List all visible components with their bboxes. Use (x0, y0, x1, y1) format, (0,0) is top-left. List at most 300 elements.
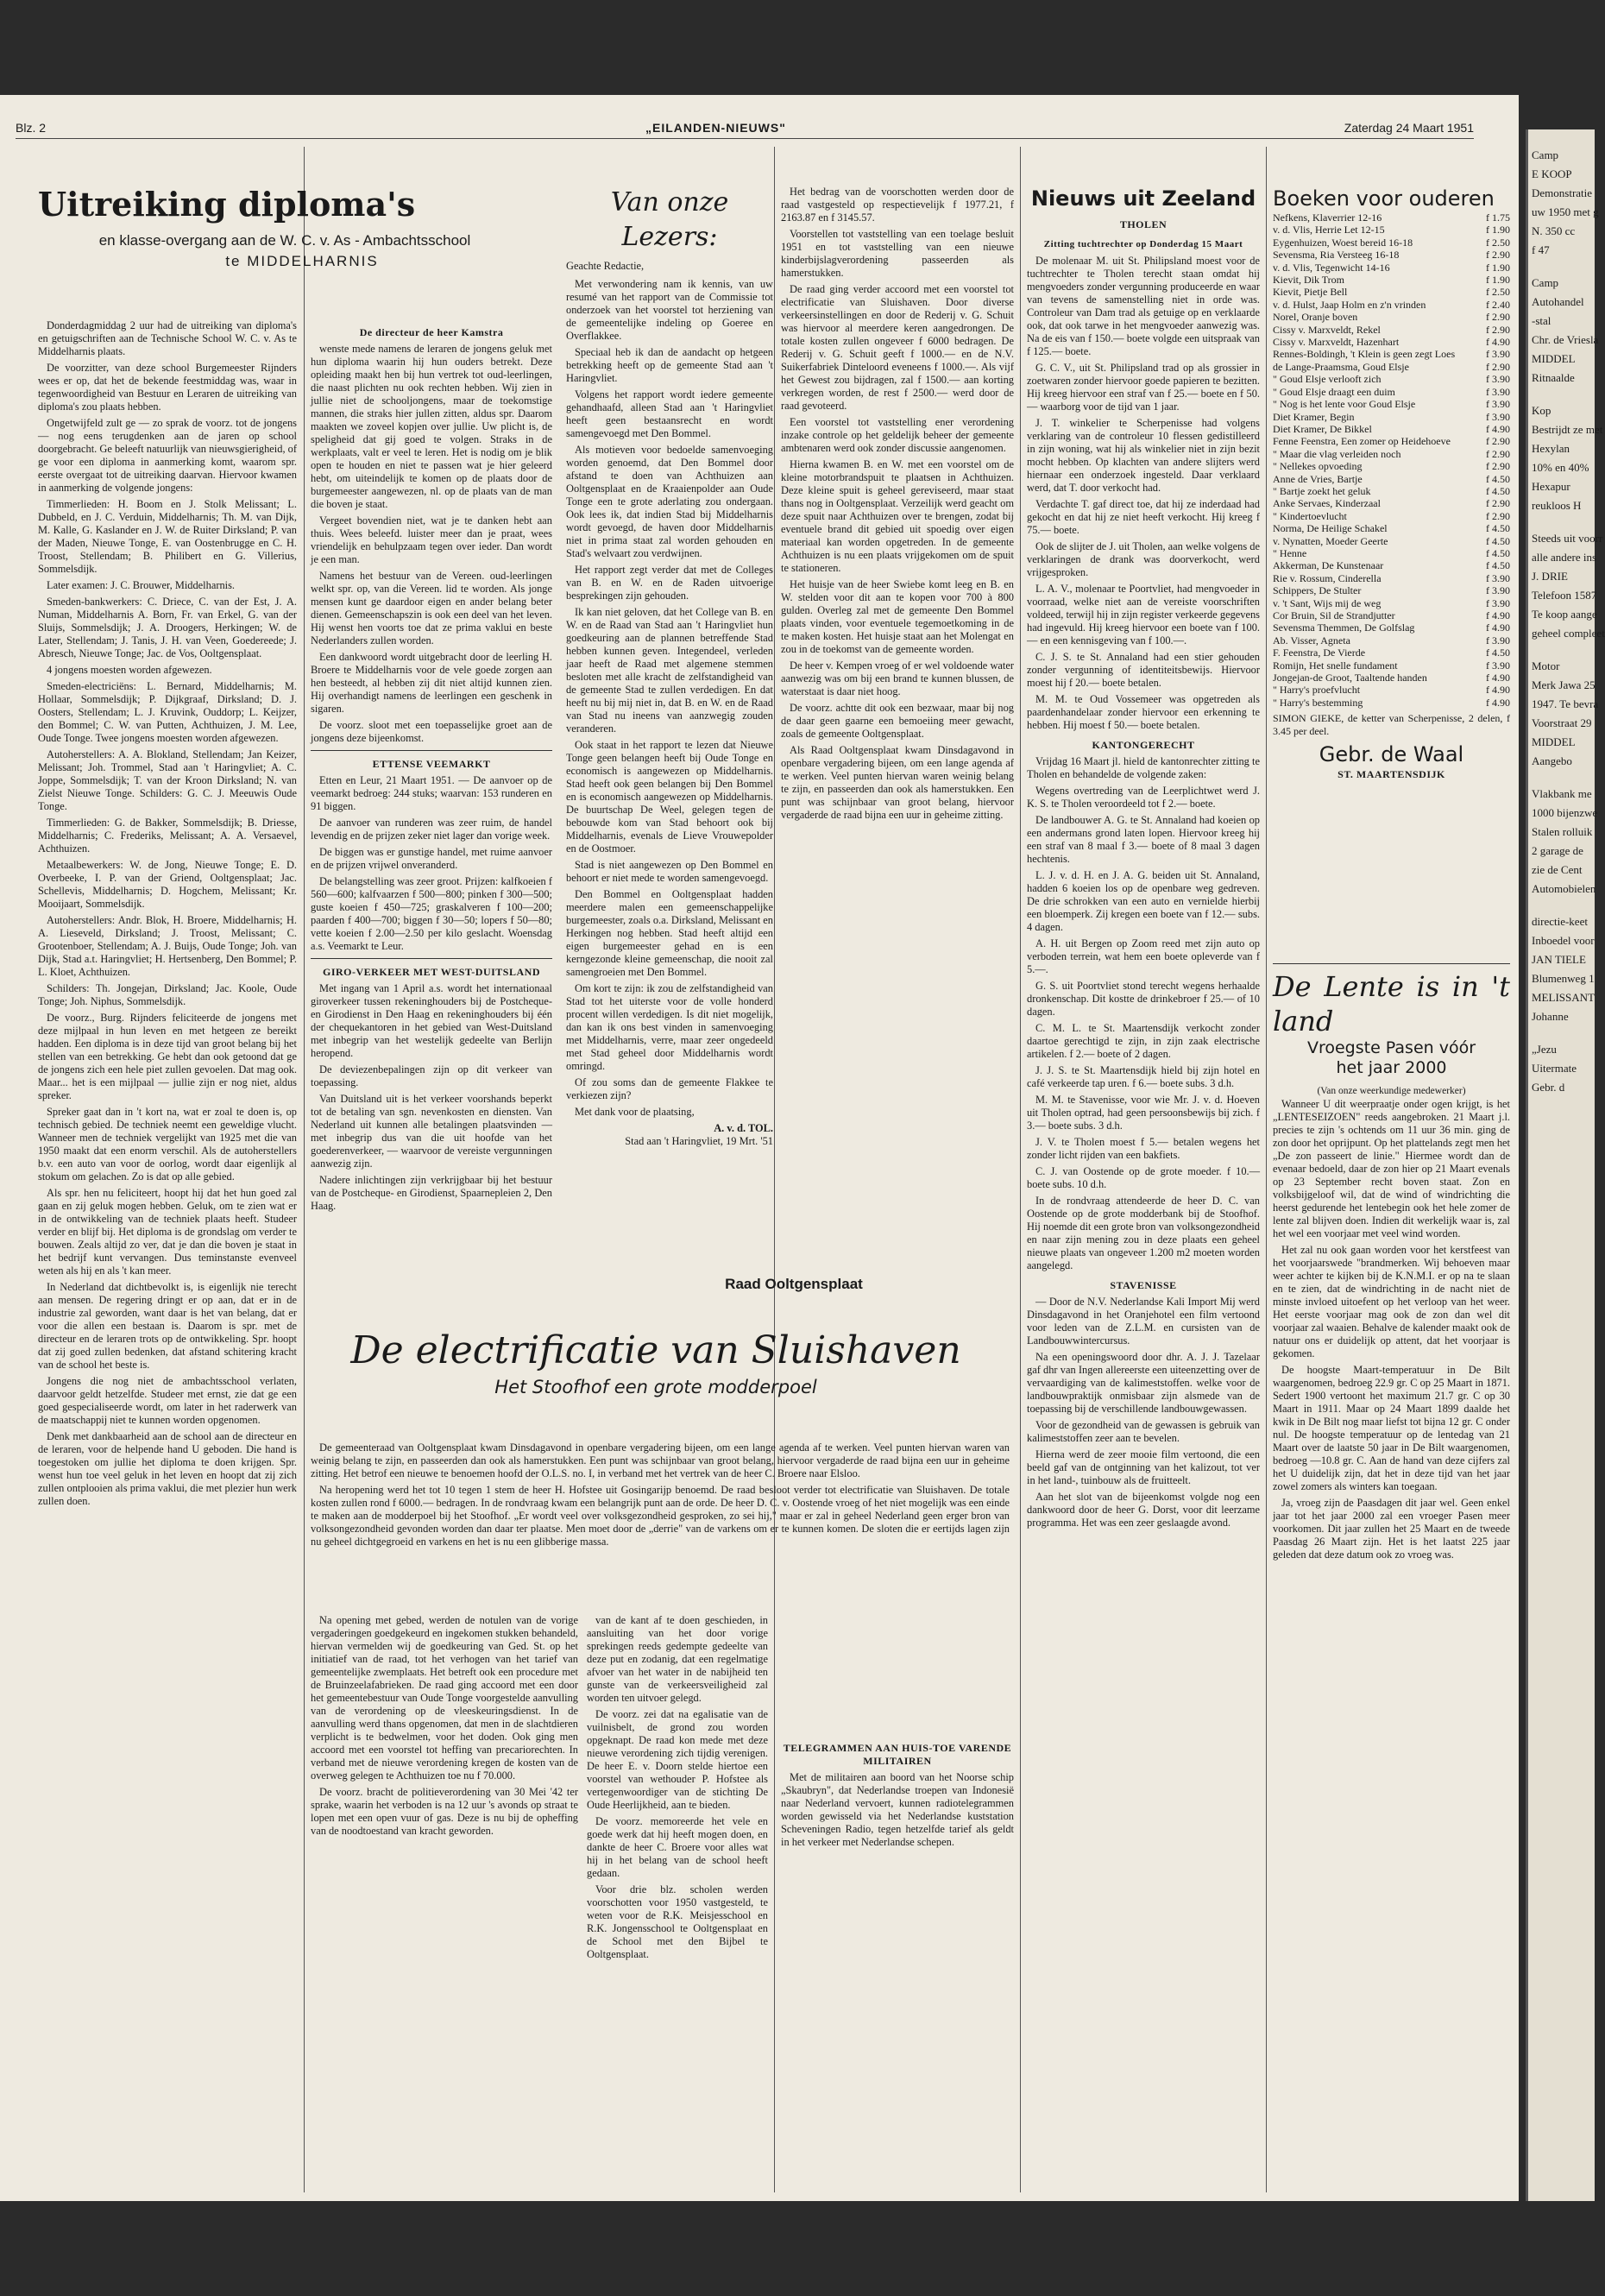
paragraph: J. J. S. te St. Maartensdijk hield bij zijn hotel en café verkeerde tap uren. f 6.— boete subs. 3 d.h. (1027, 1064, 1260, 1089)
book-price: f 4.50 (1486, 546, 1510, 559)
book-title: " Kindertoevlucht (1273, 509, 1347, 522)
book-row (1273, 398, 1510, 410)
article-subheadline: Vroegste Pasen vóór (1306, 1038, 1476, 1057)
zeeland-column (1027, 186, 1260, 2179)
diploma-article-col1 (38, 319, 297, 1899)
fragment-text: 1947. Te bevra (1532, 697, 1599, 710)
paragraph: Donderdagmiddag 2 uur had de uitreiking van diploma's en getuigschriften aan de Technische School W. C. v. As te Middelharnis plaats. (38, 319, 297, 357)
paragraph: Na heropening werd het tot 10 tegen 1 stem de heer H. Hofstee uit Gosingarijp benoemd. De raad besloot verder tot electrificatie van Sluishaven. De totale kosten zullen rond f 6000.— bedragen. In de rondvraag kwam een belangrijk punt aan de orde. De heer D. C. v. Oostende vroeg of het niet mogelijk was een einde te maken aan de modderpoel bij het Stoofhof. „Er wordt veel over volksgezondheid gesproken, zo sei hij," maar er zal in geheel Nederland geen erger bron van volksongezondheid gevonden worden dan daar ter plaatse. Men moet door de „derrie" van de varkens om er te kunnen komen. De sloten die er eertijds lagen zijn nu geheel dichtgegroeid en varkens en het is nu een glibberige massa. (311, 1484, 1010, 1548)
fragment-text: Chr. de Vriesla (1532, 333, 1599, 346)
book-row (1273, 609, 1510, 621)
book-row (1273, 559, 1510, 571)
book-title: Sevensma, Ria Versteeg 16-18 (1273, 249, 1400, 262)
book-row (1273, 286, 1510, 298)
book-row (1273, 597, 1510, 609)
paragraph: wenste mede namens de leraren de jongens geluk met hun diploma waarin hij hun ouders betrekt. Deze opleiding maakt hen bij hun vertrek tot oud-leerlingen, die naast plichten nu ook rechten hebben. Wij zien in jullie niet de schooljongens, maar de toekomstige mannen, die straks hier jullen zitten, aldus spr. Daarom maakten we zoveel kopjen over jullie. Uw plicht is, de speligheid dat gij goed te volgen. Straks in de werkplaats, valt er veel te leren. Het is nodig om je blik open te houden en niet te passen wat je hier geleerd hebt, om uiteindelijk te komen op de plaats door de burgemeester aangewezen, nl. op de plaats van de man die boven je staat. (311, 343, 552, 510)
book-row (1273, 659, 1510, 672)
fragment-text: 2 garage de (1532, 844, 1583, 857)
paragraph: De biggen was er gunstige handel, met ruime aanvoer en de prijzen vrijwel onveranderd. (311, 846, 552, 871)
book-price: f 4.90 (1486, 672, 1510, 684)
article-body (1273, 1098, 1510, 1561)
fragment-text: Gebr. d (1532, 1081, 1565, 1094)
book-row (1273, 647, 1510, 659)
paragraph: Als motieven voor bedoelde samenvoeging worden genoemd, dat Den Bommel door afstand te doen van Achthuizen aan Ooltgensplaat en de Kraaienpolder aan Oude Tonge een te grote aderlating zou ondergaan. Ook lees ik, dat indien Stad bij Middelharnis wordt gevoegd, de haven door Middelharnis niet in prima staat zal worden gehouden en Stad's welvaart zou verdwijnen. (566, 444, 773, 559)
book-price-list (1273, 211, 1510, 709)
fragment-text: Telefoon 1587 (1532, 589, 1597, 602)
fragment-text: Aangebo (1532, 754, 1572, 767)
column-rule (1266, 147, 1267, 2192)
newspaper-name: „EILANDEN-NIEUWS" (645, 121, 786, 135)
section-heading: GIRO-VERKEER MET WEST-DUITSLAND (322, 966, 540, 978)
paragraph: Schilders: Th. Jongejan, Dirksland; Jac. Koole, Oude Tonge; Joh. Niphus, Sommelsdijk. (38, 982, 297, 1007)
book-title: Anke Servaes, Kinderzaal (1273, 497, 1381, 510)
letter-signature: A. v. d. TOL. (714, 1122, 773, 1134)
paragraph: Het huisje van de heer Swiebe komt leeg en B. en W. stelden voor dit aan te kopen voor 700 à 800 gulden. Overleg zal met de gemeente Den Bommel plaats vinden, voor eventuele tegemoetkoming in de te maken kosten. Het huisje staat aan het Molengat en zou in de toekomst van de gemeente worden. (781, 578, 1014, 655)
paragraph: Later examen: J. C. Brouwer, Middelharnis. (47, 579, 236, 591)
book-price: f 2.90 (1486, 497, 1510, 510)
book-price: f 4.50 (1486, 534, 1510, 547)
fragment-list (1528, 148, 1605, 1094)
paragraph: De deviezenbepalingen zijn op dit verkeer van toepassing. (311, 1063, 552, 1088)
paragraph: C. J. van Oostende op de grote moeder. f 10.— boete subs. 10 d.h. (1027, 1165, 1260, 1190)
book-row (1273, 299, 1510, 311)
paragraph: Het rapport zegt verder dat met de Colleges van B. en W. en de Raden uitvoerige besprekingen zijn gehouden. (566, 564, 773, 602)
paragraph: Als Raad Ooltgensplaat kwam Dinsdagavond in openbare vergadering bijeen, om een lange agenda af te werken. Veel punten hiervan waren weinig belang te zijn, en passeerden dan ook als hamerstukken. Een punt was schijnbaar van groot belang, hiervoor vergaderde de raad bijna een uur in geheime zitting. (781, 744, 1014, 821)
fragment-text: Steeds uit voorr (1532, 532, 1603, 545)
paragraph: Aan het slot van de bijeenkomst volgde nog een dankwoord door de heer G. Dorst, voor dit leerzame programma. Het was een zeer geslaagde avond. (1027, 1491, 1260, 1529)
article-body (311, 774, 552, 953)
section-heading: KANTONGERECHT (1092, 739, 1195, 751)
paragraph: Stad is niet aangewezen op Den Bommel en behoort er niet mede te worden samengevoegd. (566, 859, 773, 884)
paragraph: A. H. uit Bergen op Zoom reed met zijn auto op verboden terrein, wat hem een boete opleverde van f 5.—. (1027, 937, 1260, 975)
page-header (16, 119, 1474, 139)
paragraph: De landbouwer A. G. te St. Annaland had koeien op een andermans grond laten lopen. Hiervoor kreeg hij een straf van 8 maal f 3.— boete of 8 maal 3 dagen hechtenis. (1027, 814, 1260, 865)
book-title: Anne de Vries, Bartje (1273, 472, 1363, 485)
book-title: Cissy v. Marxveldt, Hazenhart (1273, 336, 1400, 349)
book-title: Cor Bruin, Sil de Strandjutter (1273, 609, 1395, 621)
fragment-text: Inboedel voor (1532, 934, 1595, 947)
book-row (1273, 423, 1510, 435)
book-row (1273, 274, 1510, 286)
book-price: f 3.90 (1486, 373, 1510, 386)
paragraph: Nadere inlichtingen zijn verkrijgbaar bij het bestuur van de Postcheque- en Girodienst, Spaarnepleien 2, Den Haag. (311, 1174, 552, 1212)
fragment-text: -stal (1532, 314, 1552, 327)
paragraph: Den Bommel en Ooltgensplaat hadden meerdere malen een gemeenschappelijke burgemeester, zoals o.a. Dirksland, Melissant en Herkingen nog hebben. Stad heeft altijd een eigen burgemeester gehad en is een kerngezonde kleine gemeenschap, die nooit zal samengroeien met Den Bommel. (566, 888, 773, 978)
books-ad (1273, 186, 1510, 902)
paragraph: Ja, vroeg zijn de Paasdagen dit jaar wel. Geen enkel jaar tot het jaar 2000 zal een vroeger Pasen meer voorkomen. Dit jaar zullen het 25 Maart en de tweede Paasdag 26 Maart zijn. Het is het laatst 225 jaar geleden dat deze datum ook zo vroeg was. (1273, 1497, 1510, 1561)
telegram-column (781, 1735, 1014, 2175)
paragraph: Met verwondering nam ik kennis, van uw resumé van het rapport van de Commissie tot onderzoek van het voorstel tot herziening van de gemeentelijke indeling op Goeree en Overflakkee. (566, 278, 773, 342)
paragraph: Denk met dankbaarheid aan de school aan de directeur en de leraren, voor de helpende hand U geboden. Die hand is toegestoken om jullie het diploma te doen krijgen. Spr. wenst hun toe veel geluk in het leven en hoopt dat zij zich zullen ontplooien als prima vaklui, die met plezier hun werk zullen doen. (38, 1430, 297, 1507)
paragraph: — Door de N.V. Nederlandse Kali Import Mij werd Dinsdagavond in het Oranjehotel een film vertoond voor leden van de Z.L.M. en cursisten van de Landbouwwintercursus. (1027, 1296, 1260, 1347)
paragraph: Vergeet bovendien niet, wat je te danken hebt aan thuis. Wees beleefd. luister meer dan je praat, wees vriendelijk en behulpzaam tegen over ieder. Dan wordt je een man. (311, 514, 552, 565)
book-title: " Bartje zoekt het geluk (1273, 484, 1371, 497)
section-heading: ETTENSE VEEMARKT (372, 758, 491, 770)
page-number: Blz. 2 (16, 121, 47, 135)
book-title: Ab. Visser, Agneta (1273, 634, 1350, 647)
book-title: Sevensma Themmen, De Golfslag (1273, 621, 1415, 634)
book-title: v. d. Vlis, Tegenwicht 14-16 (1273, 261, 1390, 274)
paragraph: Met dank voor de plaatsing, (575, 1106, 695, 1118)
book-row (1273, 672, 1510, 684)
fragment-text: Autohandel (1532, 295, 1584, 308)
fragment-text: Demonstratie (1532, 186, 1593, 199)
book-row (1273, 262, 1510, 274)
book-price: f 2.90 (1486, 509, 1510, 522)
paragraph: M. M. te Oud Vossemeer was opgetreden als paardenhandelaar zonder hiervoor een erkenning te hebben. Hij moest f 50.— boete betalen. (1027, 693, 1260, 731)
sluishaven-lead (311, 1441, 1010, 1605)
paragraph: Voor drie blz. scholen werden voorschotten voor 1950 vastgesteld, te weten voor de R.K. Meisjesschool en R.K. Jongensschool te Ooltgensplaat en de School met den Bijbel te Ooltgensplaat. (587, 1883, 768, 1960)
book-price: f 1.90 (1486, 261, 1510, 274)
book-row (1273, 621, 1510, 634)
book-title: Kievit, Dik Trom (1273, 274, 1345, 287)
article-body (311, 1614, 578, 1838)
book-title: Nefkens, Klaverrier 12-16 (1273, 211, 1382, 224)
book-title: Diet Kramer, Begin (1273, 410, 1355, 423)
paragraph: Smeden-bankwerkers: C. Driece, C. van der Est, J. A. Numan, Middelharnis A. Born, Fr. van Erkel, G. van der Sluijs, Sommelsdijk; J. A. Droogers, Herkingen; W. de Later, Stellendam; J. Tanis, J. H. van Veen, Goedereede; J. Abresch, Nieuwe Tonge; Jac. de Vos, Ooltgensplaat. (38, 596, 297, 659)
paragraph: Of zou soms dan de gemeente Flakkee te verkiezen zijn? (566, 1076, 773, 1101)
book-title: " Harry's proefvlucht (1273, 684, 1361, 697)
book-price: f 2.90 (1486, 447, 1510, 460)
article-body (587, 1614, 768, 1961)
fragment-text: uw 1950 met g (1532, 205, 1599, 218)
book-title: Rennes-Boldingh, 't Klein is geen zegt Loes (1273, 348, 1456, 361)
fragment-text: Voorstraat 29 (1532, 716, 1592, 729)
book-title: " Nog is het lente voor Goud Elsje (1273, 398, 1416, 411)
paragraph: Met ingang van 1 April a.s. wordt het internationaal giroverkeer tussen rekeninghouders bij de Postcheque- en Girodienst in Den Haag en rekeninghouders bij één der chequekantoren in het gebied van West-Duitsland met inbegrip van het westelijk gedeelte van Berlijn heropend. (311, 982, 552, 1059)
paragraph: Verdachte T. gaf direct toe, dat hij ze inderdaad had gekocht en dat hij ze niet heeft verkocht. Hij kreeg f 75.— boete. (1027, 498, 1260, 536)
paragraph: Wegens overtreding van de Leerplichtwet werd J. K. S. te Tholen veroordeeld tot f 2.— boete. (1027, 785, 1260, 810)
paragraph: Smeden-electriciëns: L. Bernard, Middelharnis; M. Hollaar, Sommelsdijk; P. Dijkgraaf, Dirksland; D. J. Oosters, Stellendam; L. J. Kruvink, Ouddorp; L. Keijzer, den Bommel; C. W. van Putten, Achthuizen, J. M. Lee, Oude Tonge. Twee jongens moesten worden afgewezen. (38, 680, 297, 744)
fragment-text: Hexylan (1532, 442, 1570, 455)
book-price: f 2.90 (1486, 460, 1510, 473)
paragraph: Ik kan niet geloven, dat het College van B. en W. en de Raad van Stad aan 't Haringvliet hun goedkeuring aan de plannen betreffende Stad hebben kunnen geven. Integendeel, verleden jaar heeft de Raad met algemene stemmen besloten met alle kracht de zelfstandigheid van de gemeente Stad te zullen verdedigen. En dat heeft nu bij mij niet in, dat B. en W. en de Raad van Stad nu ineens van aanzwegig zouden veranderen. (566, 606, 773, 735)
fragment-text: MIDDEL (1532, 352, 1576, 365)
book-price: f 3.90 (1486, 584, 1510, 597)
book-title: " Goud Elsje verlooft zich (1273, 373, 1382, 386)
paragraph: J. T. winkelier te Scherpenisse had volgens verklaring van de controleur 10 flessen gedistilleerd in zijn woning, wat hij als winkelier niet in zijn bezit mocht hebben. Op klachten van andere slijters werd hiernaar een onderzoek ingesteld. Daar verklaard werd, dat T. door verkocht had. (1027, 417, 1260, 494)
book-row (1273, 634, 1510, 647)
fragment-text: reukloos H (1532, 499, 1582, 512)
book-row (1273, 684, 1510, 696)
paragraph: Autoherstellers: A. A. Blokland, Stellendam; Jan Keizer, Melissant; Joh. Trommel, Stad aan 't Haringvliet; A. C. Joppe, Sommelsdijk; T. van der Kroon Dirksland; N. van Zielst Nieuwe Tonge. Schilders: G. C. J. Meeuwis Oude Tonge. (38, 748, 297, 812)
paragraph: C. M. L. te St. Maartensdijk verkocht zonder daartoe gerechtigd te zijn, in zijn zaak electrische artikelen. f 2.— boete of 2 dagen. (1027, 1022, 1260, 1060)
book-row (1273, 386, 1510, 398)
paragraph: Autoherstellers: Andr. Blok, H. Broere, Middelharnis; H. A. Lieseveld, Dirksland; J. Troost, Melissant; C. Grootenboer, Stellendam; A. J. Buijs, Oude Tonge; Joh. van Dijk, Stad a.t. Haringvliet; H. Hertsenberg, Den Bommel; P. L. Kloet, Achthuizen. (38, 914, 297, 978)
book-price: f 3.90 (1486, 348, 1510, 361)
book-price: f 3.90 (1486, 634, 1510, 647)
section-heading: STAVENISSE (1110, 1279, 1177, 1291)
paragraph: Namens het bestuur van de Vereen. oud-leerlingen welkt spr. op, van die Vereen. lid te worden. Als jonge mensen kunt ge daardoor eigen en ander belang beter dienen. Gemeenschapszin is ook een deel van het leven. Hij wenst hen voorts toe dat ze prima vaklui en beste Nederlanders zullen worden. (311, 570, 552, 647)
section-heading: De directeur de heer Kamstra (359, 326, 504, 338)
book-title: " Harry's bestemming (1273, 696, 1363, 709)
paragraph: Na opening met gebed, werden de notulen van de vorige vergaderingen goedgekeurd en ingekomen stukken behandeld, hiervan vermelden wij de goedkeuring van Ged. St. op het initiatief van de raad, tot het verhogen van het tarief van gemeentelijke zwemplaats. Het betreft ook een procedure met de Bruinzeelafabrieken. De raad ging accoord met een door het gemeentebestuur van Oude Tonge voorgestelde aanvulling van de verordening op de vleeskeuringsdienst. In de aanvulling werd thans opgenomen, dat men in de slachtdieren verplicht is te bedwelmen, voor het doden. Ook ging men accoord met een voorstel tot heffing van precariorechten. In verband met de nieuwe verordening kregen de kosten van de overweg gelegen te Achthuizen toe nu f 70.000. (311, 1614, 578, 1782)
issue-date: Zaterdag 24 Maart 1951 (1344, 121, 1474, 135)
fragment-text: JAN TIELE (1532, 953, 1586, 966)
book-row (1273, 435, 1510, 447)
book-price: f 3.90 (1486, 596, 1510, 609)
paragraph: Het zal nu ook gaan worden voor het kerstfeest van het voorjaarswede "brandmerken. Wij behoeven maar weer achter te kijken bij de K.N.M.I. er op na te slaan en te zien, dat de windrichting in de nacht niet de minste invloed uitoefent op het verloop van het weer. Het eerste voorjaar mag ook de zon dan wel dit voorjaar zal waaien. Behalve de kalender maakt ook de natuur ons er duidelijk op attent, dat het voorjaar is gekomen. (1273, 1244, 1510, 1359)
letters-title: Van onze Lezers: (610, 187, 729, 252)
fragment-text: Ritnaalde (1532, 371, 1575, 384)
paragraph: Het bedrag van de voorschotten werden door de raad vastgesteld op respectievelijk f 1977.21, f 2163.87 en f 3145.57. (781, 186, 1014, 224)
book-title: Jongejan-de Groot, Taaltende handen (1273, 672, 1427, 684)
fragment-text: Bestrijdt ze met (1532, 423, 1603, 436)
article-body (566, 278, 773, 1119)
book-title: Schippers, De Stulter (1273, 584, 1362, 597)
paragraph: 4 jongens moesten worden afgewezen. (47, 664, 212, 676)
book-row (1273, 497, 1510, 509)
paragraph: De aanvoer van runderen was zeer ruim, de handel levendig en de prijzen zeker niet lager dan vorige week. (311, 817, 552, 842)
book-row (1273, 211, 1510, 224)
paragraph: L. A. V., molenaar te Poortvliet, had mengvoeder in voorraad, welke niet aan de vereiste voorschriften voldeed, terwijl hij in zijn register verkeerde gegevens had ingevuld. Hij kreeg hiervoor een boete van f 100.— en een kennisgeving van f 100.—. (1027, 583, 1260, 647)
paragraph: De molenaar M. uit St. Philipsland moest voor de tuchtrechter te Tholen terecht staan omdat hij mengvoeders zonder vergunning produceerde en waar van tevens de samenstelling niet in orde was. Controleur van Dam trad als getuige op en verklaarde ook, dat ook tarwe in het mengvoeder aanwezig was. Na de eis van f 150.— boete volgde een uitspraak van f 125.— boete. (1027, 255, 1260, 357)
book-price: f 4.50 (1486, 472, 1510, 485)
paragraph: De raad ging verder accoord met een voorstel tot electrificatie van Sluishaven. Door diverse verkeersinstellingen en door de Rederij v. G. Schuit was hiervoor al meerdere keren aangedrongen. De totale kosten zullen ongeveer f 6000 bedragen. De Rederij v. G. Schuit geeft f 1000.— en de N.V. Suikerfabriek Dinteloord eveneens f 1000.—. Als vijf het Gewest zou bijdragen, zal f 1500.— aan korting verkregen worden, de rest f 2500.— werd door de raad gevoteerd. (781, 283, 1014, 412)
sluishaven-col1 (311, 1614, 578, 2175)
column-rule (774, 147, 775, 2192)
book-row (1273, 373, 1510, 385)
fragment-text: 10% en 40% (1532, 461, 1589, 474)
section-place: THOLEN (1119, 218, 1168, 230)
book-row (1273, 249, 1510, 261)
fragment-text: Merk Jawa 25 (1532, 678, 1596, 691)
book-title: v. d. Hulst, Jaap Holm en z'n vrinden (1273, 298, 1426, 311)
article-subheadline: Het Stoofhof een grote modderpoel (494, 1377, 817, 1397)
letters-salutation: Geachte Redactie, (566, 260, 645, 272)
book-row (1273, 522, 1510, 534)
fragment-text: directie-keet (1532, 915, 1588, 928)
paragraph: Hierna werd de zeer mooie film vertoond, die een beeld gaf van de ontginning van het kalizout, tot ver in het land-, tuinbouw als de fruitteelt. (1027, 1448, 1260, 1486)
book-price: f 4.90 (1486, 422, 1510, 435)
book-price: f 4.50 (1486, 484, 1510, 497)
book-price: f 2.90 (1486, 323, 1510, 336)
fragment-text: „Jezu (1532, 1043, 1557, 1056)
fragment-text: zie de Cent (1532, 863, 1583, 876)
paragraph: C. J. S. te St. Annaland had een stier gehouden zonder vergunning of identiteitsbewijs. Hiervoor moest hij f 20.— boete betalen. (1027, 651, 1260, 689)
divider (311, 750, 552, 751)
article-headline: Nieuws uit Zeeland (1030, 186, 1256, 211)
paragraph: Een dankwoord wordt uitgebracht door de leerling H. Broere te Middelharnis voor de vele goede zorgen aan hen besteedt, al hebben zij dit niet altijd kunnen zien. Hij overhandigt namens de leerlingen een geschenk in sigaren. (311, 651, 552, 715)
paragraph: G. S. uit Poortvliet stond terecht wegens herhaalde dronkenschap. Dit kostte de drinkebroer f 25.— of 10 dagen. (1027, 980, 1260, 1018)
book-title: v. Nynatten, Moeder Geerte (1273, 534, 1388, 547)
book-row (1273, 348, 1510, 360)
article-body (781, 186, 1014, 822)
fragment-text: MIDDEL (1532, 735, 1576, 748)
book-title: de Lange-Praamsma, Goud Elsje (1273, 360, 1409, 373)
paragraph: De voorz. zei dat na egalisatie van de vuilnisbelt, de grond zou worden opgeknapt. De raad kon mede met deze nieuwe verordening zich tijdig verenigen. De heer E. v. Doorn stelde hiertoe een voorstel van wethouder P. Hofstee als vertegenwoordiger van de stichting De Oude Heerlijkheid, aan te bieden. (587, 1708, 768, 1811)
book-price: f 2.50 (1486, 236, 1510, 249)
book-price: f 3.90 (1486, 659, 1510, 672)
article-body (1027, 755, 1260, 1272)
paragraph: De voorz. memoreerde het vele en goede werk dat hij heeft mogen doen, en dankte de heer C. Broere voor alles wat hij in het belang van de school heeft gedaan. (587, 1815, 768, 1879)
letter-place: Stad aan 't Haringvliet, 19 Mrt. '51 (625, 1135, 773, 1147)
book-price: f 4.50 (1486, 522, 1510, 535)
book-row (1273, 697, 1510, 709)
ad-title: Boeken voor ouderen (1273, 186, 1495, 211)
shop-place: ST. MAARTENSDIJK (1338, 768, 1445, 781)
book-title: " Nellekes opvoeding (1273, 460, 1363, 473)
paragraph: In Nederland dat dichtbevolkt is, is eigenlijk nie terecht aan mensen. De regering dringt er op aan, dat er in de industrie zal geworden, want daar is het van belang, dat er voor die allen een bestaan is. Daarom is spr. met de directeur en de leraren trots op de ontwikkeling. Spr. hoopt dat zij goed zullen bedenken, dat afstand schitering kracht van de school het beste is. (38, 1281, 297, 1371)
article-headline: De Lente is in 't land (1273, 970, 1510, 1038)
book-title: " Maar die vlag verleiden noch (1273, 447, 1401, 460)
column-rule (1020, 147, 1021, 2192)
paragraph: G. C. V., uit St. Philipsland trad op als grossier in zoetwaren zonder hiervoor goede papieren te bezitten. Hij kreeg hiervoor een straf van f 25.— boete en f 50.— waarborg voor de tijd van 1 jaar. (1027, 362, 1260, 413)
book-price: f 4.90 (1486, 684, 1510, 697)
book-row (1273, 448, 1510, 460)
article-body (311, 343, 552, 745)
article-headline: Uitreiking diploma's (38, 185, 416, 224)
paragraph: Volgens het rapport wordt iedere gemeente gehandhaafd, alleen Stad aan 't Haringvliet heeft geen bestaansrecht en wordt samengevoegd met Den Bommel. (566, 388, 773, 439)
book-row (1273, 584, 1510, 596)
paragraph: De voorz. bracht de politieverordening van 30 Mei '42 ter sprake, waarin het verboden is na 12 uur 's avonds op straat te lopen met een open vuur of gas. Deze is nu bij de opheffing van de noodtoestand van kracht geworden. (311, 1786, 578, 1837)
book-price: f 3.90 (1486, 385, 1510, 398)
book-row (1273, 224, 1510, 236)
paragraph: De hoogste Maart-temperatuur in De Bilt waargenomen, bedroeg 22.9 gr. C op 25 Maart in 1871. Sedert 1900 vertoont het maximum 21.7 gr. C op 30 Maart in 1911. Maar op 24 Maart 1899 daalde het kwik in De Bilt nog maar liefst tot bijna 12 gr. C onder nul. De hoogste temperatuur op de lentedag van 21 Maart over de laatste 50 jaar in De Bilt waargenomen, bedroeg —10.8 gr. C. Aan de hand van deze cijfers zal het U duidelijk zijn, dat het in deze tijd van het jaar zowel zomers als winters kan toegaan. (1273, 1364, 1510, 1492)
paragraph: Speciaal heb ik dan de aandacht op hetgeen betrekking heeft op de gemeente Stad aan 't Haringvliet. (566, 346, 773, 384)
paragraph: Voorstellen tot vaststelling van een toelage besluit 1951 en tot vaststelling van een nieuwe kinderbijslagverordening passeerden als hamerstukken. (781, 228, 1014, 279)
book-title: Rie v. Rossum, Cinderella (1273, 571, 1382, 584)
shop-name: Gebr. de Waal (1319, 742, 1464, 767)
article-body (1027, 255, 1260, 732)
paragraph: Ook staat in het rapport te lezen dat Nieuwe Tonge geen belangen heeft bij Oude Tonge en economisch is aangewezen op Middelharnis. Stad heeft ook geen belangen bij Den Bommel en is economisch aangewezen op Middelharnis. De buurtschap De Weel, gelegen tegen de bebouwde kom van Stad behoort ook bij Middelharnis, evenals de Lieve Vrouwepolder en de Oostmoer. (566, 739, 773, 855)
article-subheadline-place: te MIDDELHARNIS (225, 253, 379, 269)
book-price: f 2.50 (1486, 286, 1510, 299)
book-title: Akkerman, De Kunstenaar (1273, 559, 1384, 572)
book-title: v. 't Sant, Wijs mij de weg (1273, 596, 1382, 609)
book-price: f 1.90 (1486, 274, 1510, 287)
book-price: f 4.50 (1486, 559, 1510, 572)
book-row (1273, 237, 1510, 249)
book-title: " Henne (1273, 546, 1307, 559)
article-body (311, 982, 552, 1213)
column-rule (304, 147, 305, 2192)
paragraph: Ongetwijfeld zult ge — zo sprak de voorz. tot de jongens — nog eens terugdenken aan de jaren op school doorgebracht. Ge beleeft natuurlijk van nieuwsgierigheid, of ge voor een diploma in aanmerking komt, waarom spr. eerste overgaat tot de uitreiking daarvan. Hiervoor kwamen in aanmerking de volgende jongens: (38, 417, 297, 494)
book-title: Cissy v. Marxveldt, Rekel (1273, 323, 1381, 336)
book-title: Norel, Oranje boven (1273, 311, 1358, 324)
book-title: Romijn, Het snelle fundament (1273, 659, 1398, 672)
book-price: f 3.90 (1486, 398, 1510, 411)
adjacent-page-fragments (1526, 129, 1605, 2201)
paragraph: Voor de gezondheid van de gewassen is gebruik van kalimeststoffen zeer aan te bevelen. (1027, 1419, 1260, 1444)
book-title: Norma, De Heilige Schakel (1273, 522, 1388, 535)
fragment-text: MELISSANT (1532, 991, 1595, 1004)
sluishaven-col2 (587, 1614, 768, 2175)
paragraph: Een voorstel tot vaststelling ener verordening inzake controle op het geldelijk beheer der gemeente ambtenaren werd ook zonder discussie aangenomen. (781, 416, 1014, 454)
paragraph: Wanneer U dit weerpraatje onder ogen krijgt, is het „LENTESEIZOEN" reeds aangebroken. 21 Maart j.l. precies te zijn 's ochtends om 11 uur 36 min. ging de zon door het oprijpunt. Op het plattelands zegt men het „De zon passeert de linie." Hiermee wordt dan de evenaar bedoeld, daar de zon hier op 21 Maart evenals op 23 September recht boven staat. Zon en volksbijgeloof wil, dat de wind of windrichting die heerst gedurende het lentebegin ook het hele zomer de lente zal blijven doen. Indien dit werkelijk waar is, zal het wel een voorjaar met veel wind worden. (1273, 1098, 1510, 1239)
paragraph: Timmerlieden: G. de Bakker, Sommelsdijk; B. Driesse, Middelharnis; C. Frederiks, Melissant; A. A. Versaevel, Achthuizen. (38, 817, 297, 855)
fragment-text: Camp (1532, 148, 1559, 161)
book-title: Diet Kramer, De Bikkel (1273, 422, 1372, 435)
article-body (781, 1771, 1014, 1849)
fragment-text: geheel compleet (1532, 627, 1605, 640)
book-price: f 4.50 (1486, 647, 1510, 659)
paragraph: Met de militairen aan boord van het Noorse schip „Skaubryn", dat Nederlandse troepen van Indonesië naar Nederland vervoert, kunnen radiotelegrammen worden gewisseld via het Nederlandse kuststation Scheveningen Radio, tegen hetzelfde tarief als geldt in het verkeer met Nederlandse schepen. (781, 1771, 1014, 1848)
paragraph: Als spr. hen nu feliciteert, hoopt hij dat het hun goed zal gaan en zij geluk mogen hebben. Geluk, om te zien wat er in de ontwikkeling van de techniek plaats heeft. Studeer verder en blijf bij. Het diploma is de grondslag om verder te bouwen. Zeals altijd zo ver, dat je dan die boven je staat in het bedrijf kunt vervangen. Dus teminstanste evenveel weten als hij en als 't kan meer. (38, 1187, 297, 1277)
book-price: f 4.90 (1486, 609, 1510, 621)
book-price: f 1.75 (1486, 211, 1510, 224)
book-row (1273, 336, 1510, 348)
book-title: Eygenhuizen, Woest bereid 16-18 (1273, 236, 1413, 249)
paragraph: De belangstelling was zeer groot. Prijzen: kalfkoeien f 560—600; kalfvaarzen f 500—800; pinken f 300—500; guste koeien f 450—725; graskalveren f 100—200; paarden f 400—700; biggen f 30—50; lopers f 50—80; vette koeien f 2.00—2.50 per kilo geslacht. Woensdag a.s. Veemarkt te Leur. (311, 875, 552, 952)
fragment-text: Camp (1532, 276, 1559, 289)
book-row (1273, 510, 1510, 522)
book-row (1273, 535, 1510, 547)
paragraph: Etten en Leur, 21 Maart 1951. — De aanvoer op de veemarkt bedroeg: 244 stuks; waarvan: 153 runderen en 91 biggen. (311, 774, 552, 812)
paragraph: L. J. v. d. H. en J. A. G. beiden uit St. Annaland, hadden 6 koeien los op de openbare weg gedreven. De drie schrokken van een auto en vernielde hierbij een bloemperk. Zij kregen een boete van f 12.— subs. 4 dagen. (1027, 869, 1260, 933)
paragraph: De voorzitter, van deze school Burgemeester Rijnders wees er op, dat het de bekende feestmiddag was, waar in tegenwoordigheid van Bestuur en Leraren de uitreiking van diploma's zou plaats hebben. (38, 362, 297, 413)
divider (1273, 963, 1510, 964)
book-price: f 4.90 (1486, 621, 1510, 634)
fragment-text: alle andere ins (1532, 551, 1597, 564)
paragraph: Metaalbewerkers: W. de Jong, Nieuwe Tonge; E. D. Overbeeke, I. P. van der Griend, Ooltgensplaat; Jac. Schellevis, Middelharnis; D. Hogchem, Melissant; Kr. Mooijaart, Sommelsdijk. (38, 859, 297, 910)
paragraph: De gemeenteraad van Ooltgensplaat kwam Dinsdagavond in openbare vergadering bijeen, om een lange agenda af te werken. Veel punten hiervan waren van weinig belang te zijn, en passeerden dan ook als hamerstukken. Een punt was schijnbaar van groot belang, hiervoor vergaderde de raad bijna een uur in geheime zitting. Het betrof een nieuwe te benoemen hoofd der O.L.S. no. I, in verband met het vertrek van de heer C. Broere naar Elsloo. (311, 1441, 1010, 1479)
newspaper-page (0, 95, 1519, 2201)
fragment-text: Blumenweg 1 (1532, 972, 1595, 985)
book-row (1273, 411, 1510, 423)
fragment-text: Johanne (1532, 1010, 1569, 1023)
sluishaven-headline-block (311, 1277, 1010, 1441)
paragraph: De heer v. Kempen vroeg of er wel voldoende water aanwezig was om bij een brand te kunnen blussen, de waterstaat is daar niet hoog. (781, 659, 1014, 697)
fragment-text: Uitermate (1532, 1062, 1577, 1075)
fragment-text: Hexapur (1532, 480, 1570, 493)
book-title: v. d. Vlis, Herrie Let 12-15 (1273, 224, 1385, 237)
article-headline: De electrificatie van Sluishaven (350, 1328, 961, 1372)
fragment-text: Automobielen (1532, 882, 1596, 895)
book-price: f 3.90 (1486, 571, 1510, 584)
paragraph: J. V. te Tholen moest f 5.— betalen wegens het zonder licht rijden van een bakfiets. (1027, 1136, 1260, 1161)
book-row (1273, 361, 1510, 373)
paragraph: Timmerlieden: H. Boom en J. Stolk Melissant; L. Dubbeld, en J. C. Verduin, Middelharnis; Th. M. van Dijk, M. Kalle, G. Kaslander en J. W. de Ruiter Dirksland; P. van der Maden, Nieuwe Tonge, E. van Oostenbrugge en C. H. Troost, Stellendam; B. Philibert en G. Villerius, Sommelsdijk. (38, 498, 297, 575)
fragment-text: E KOOP (1532, 167, 1572, 180)
article-body (38, 319, 297, 1508)
book-price: f 2.90 (1486, 435, 1510, 448)
book-row (1273, 572, 1510, 584)
section-heading: TELEGRAMMEN AAN HUIS-TOE VARENDE MILITAIREN (783, 1742, 1012, 1767)
book-row (1273, 473, 1510, 485)
book-title: Kievit, Pietje Bell (1273, 286, 1348, 299)
book-title: " Goud Elsje draagt een duim (1273, 385, 1395, 398)
paragraph: Om kort te zijn: ik zou de zelfstandigheid van Stad tot het uiterste voor de volle honderd procent willen verdedigen. Is dit niet mogelijk, dan kan ik ons best vinden in samenvoeging met Middelharnis, verre, maar zeer ongedeeld met Stad geheel door Middelharnis wordt omringd. (566, 982, 773, 1072)
paragraph: Hierna kwamen B. en W. met een voorstel om de kleine motorbrandspuit te plaatsen in Achthuizen. Deze kleine spuit is geheel gereviseerd, maar staat thans nog in Ooltgensplaat. Verzeilijk werd geacht om deze spuit naar Achthuizen over te brengen, zodat bij eventuele brand dit gebied uit spoedig over eigen materiaal kan worden opgetreden. In de gemeente Achthuizen is nu een plaats vrijgekomen om de spuit te stationeren. (781, 458, 1014, 574)
fragment-text: Motor (1532, 659, 1560, 672)
fragment-text: N. 350 cc (1532, 224, 1576, 237)
book-price: f 4.90 (1486, 696, 1510, 709)
fragment-text: f 47 (1532, 243, 1550, 256)
fragment-text: Vlakbank me (1532, 787, 1592, 800)
paragraph: Van Duitsland uit is het verkeer voorshands beperkt tot de betaling van sgn. nevenkosten en diensten. Van Nederland uit kunnen alle betalingen plaatsvinden — met inbegrip dus van die uit hoofde van het goederenverkeer, — waarvoor de vereiste vergunningen aanwezig zijn. (311, 1093, 552, 1170)
article-subheadline: het jaar 2000 (1336, 1058, 1447, 1077)
paragraph: Ook de slijter de J. uit Tholen, aan welke volgens de verklaringen de drank was doorverkocht, werd vrijgesproken. (1027, 540, 1260, 578)
book-title: Fenne Feenstra, Een zomer op Heidehoeve (1273, 435, 1451, 448)
paragraph: Vrijdag 16 Maart jl. hield de kantonrechter zitting te Tholen en behandelde de volgende zaken: (1027, 755, 1260, 780)
paragraph: De voorz. sloot met een toepasselijke groet aan de jongens deze bijeenkomst. (311, 719, 552, 744)
paragraph: van de kant af te doen geschieden, in aansluiting van het door vorige sprekingen reeds gedempte gedeelte van deze put en zodanig, dat een regelmatige afvoer van het water in de nabijheid ten gunste van de verkeersveiligheid zal worden ten uitvoer gelegd. (587, 1614, 768, 1704)
diploma-headline-block (38, 186, 532, 315)
paragraph: De voorz. achtte dit ook een bezwaar, maar bij nog de daar geen gaarne een bemoeiing meer gewacht, zoals de gemeente Ooltgensplaat. (781, 702, 1014, 740)
byline: (Van onze weerkundige medewerker) (1317, 1086, 1466, 1096)
paragraph: Jongens die nog niet de ambachtsschool verlaten, daarvoor geldt hetzelfde. Studeer met ernst, zie dat ge een goed gespecialiseerde wordt, om later in het raderwerk van de maatschappij niet te kunnen worden opgenomen. (38, 1375, 297, 1426)
book-row (1273, 460, 1510, 472)
book-price: f 2.90 (1486, 360, 1510, 373)
book-price: f 2.90 (1486, 249, 1510, 262)
paragraph: De voorz., Burg. Rijnders feliciteerde de jongens met deze mijlpaal in hun leven en met hetgeen ze bereikt hadden. Een diploma is in deze tijd van groot belang bij het stellen van een betrekking. Ge hebt dan ook getoond dat ge de jongens zich een hele piet zullen gevoelen. Dat mag ook. Maar... het is een mijlpaal — jullie zijn er nog niet, aldus spreker. (38, 1012, 297, 1101)
fragment-text: J. DRIE (1532, 570, 1568, 583)
paragraph: Spreker gaat dan in 't kort na, wat er zoal te doen is, op technisch gebied. De techniek neemt een geweldige vlucht. Wanneer men de techniek vergelijkt van 1925 met die van 1950 maakt dat een enorm verschil. Als de autoherstellers b.v. een auto van voor de oorlog, wordt daar eigenlijk al stokum om gelachen. Zo is dat op alle gebied. (38, 1106, 297, 1183)
paragraph: In de rondvraag attendeerde de heer D. C. van Oostende op de grote modderbank bij de Stoofhof. Hij noemde dit een grote bron van volksongezondheid en naar zijn mening zou in deze plaats een geheel nieuwe plaats van ongeveer 1.200 m2 moeten worden aangelegd. (1027, 1195, 1260, 1271)
fragment-text: Kop (1532, 404, 1552, 417)
book-price: f 3.90 (1486, 410, 1510, 423)
